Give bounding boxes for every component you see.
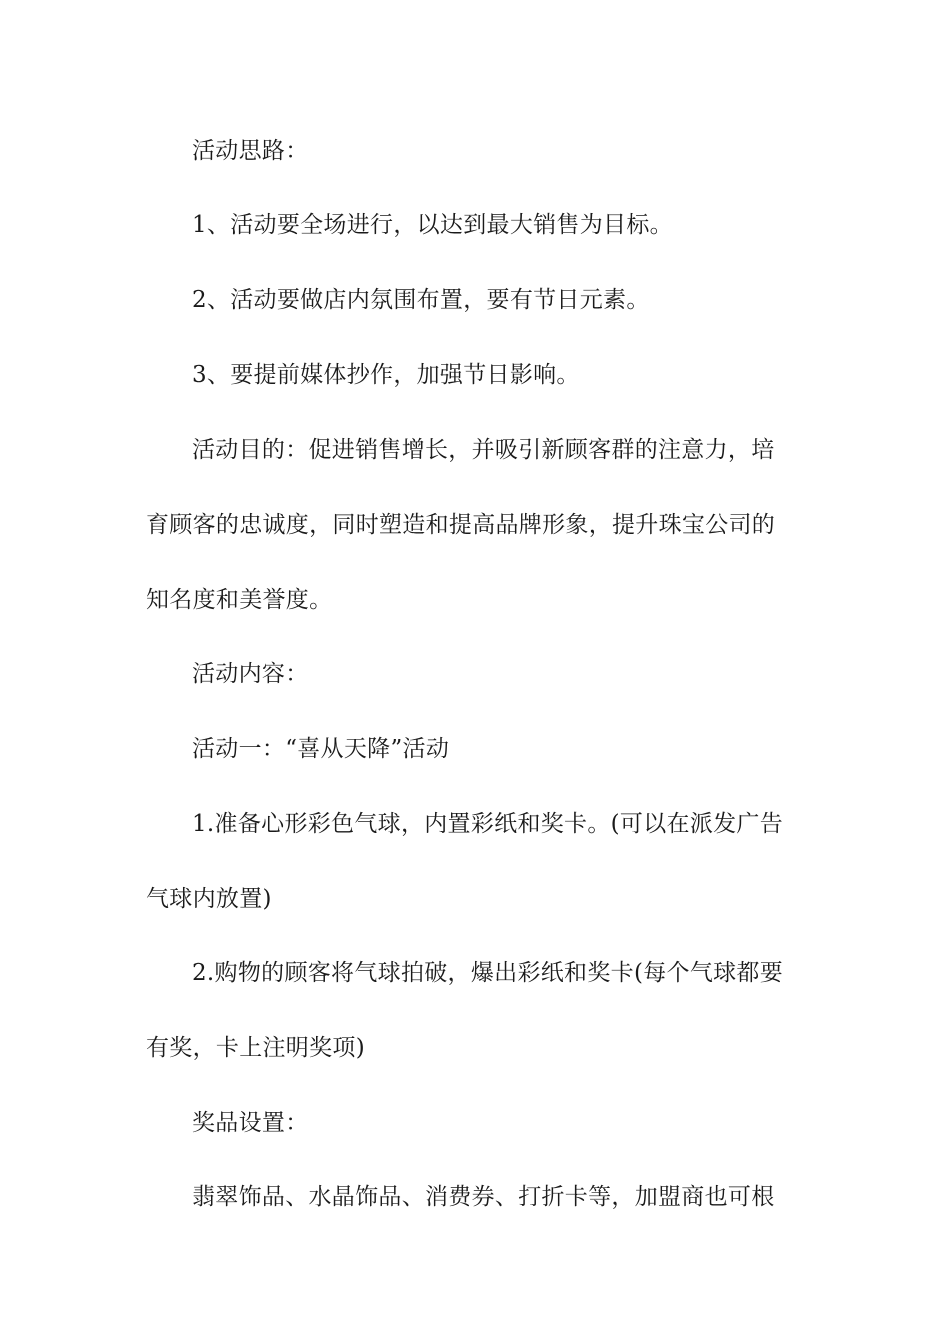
paragraph-purpose-line-2: 育顾客的忠诚度，同时塑造和提高品牌形象，提升珠宝公司的	[146, 512, 776, 538]
prize-list-line-1: 翡翠饰品、水晶饰品、消费券、打折卡等，加盟商也可根	[192, 1184, 775, 1210]
step-1-line-1: 1.准备心形彩色气球，内置彩纸和奖卡。(可以在派发广告	[192, 811, 784, 837]
paragraph-purpose-line-1: 活动目的：促进销售增长，并吸引新顾客群的注意力，培	[192, 437, 775, 463]
list-item-2: 2、活动要做店内氛围布置，要有节日元素。	[192, 287, 650, 313]
step-1-line-2: 气球内放置)	[146, 886, 272, 912]
heading-activity-idea: 活动思路：	[192, 138, 309, 164]
heading-prize-setup: 奖品设置：	[192, 1110, 309, 1136]
list-item-3: 3、要提前媒体抄作，加强节日影响。	[192, 362, 580, 388]
step-2-line-2: 有奖，卡上注明奖项)	[146, 1035, 365, 1061]
heading-activity-content: 活动内容：	[192, 661, 309, 687]
step-2-line-1: 2.购物的顾客将气球拍破，爆出彩纸和奖卡(每个气球都要	[192, 960, 784, 986]
heading-activity-one: 活动一：“喜从天降”活动	[192, 736, 450, 762]
paragraph-purpose-line-3: 知名度和美誉度。	[146, 587, 333, 613]
list-item-1: 1、活动要全场进行，以达到最大销售为目标。	[192, 212, 673, 238]
